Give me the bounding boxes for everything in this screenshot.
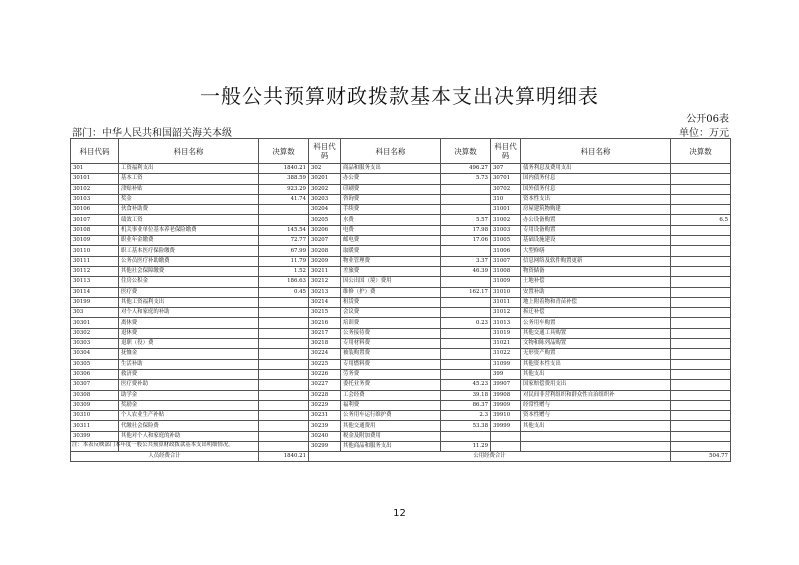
cell-name-3: 大型修缮	[521, 246, 671, 256]
cell-name-3	[521, 442, 671, 452]
table-row	[71, 236, 731, 246]
cell-name-2: 邮电费	[341, 236, 441, 246]
unit-label: 单位：万元	[679, 128, 729, 139]
cell-code-1: 30308	[71, 390, 119, 400]
cell-code-2: 30212	[309, 277, 341, 287]
cell-code-3: 31019	[491, 328, 521, 338]
cell-code-3: 31009	[491, 277, 521, 287]
cell-name-3: 国内债务付息	[521, 174, 671, 184]
cell-name-1: 津贴补贴	[119, 184, 259, 194]
cell-amount-3	[671, 225, 731, 235]
page-number: 12	[393, 508, 406, 519]
cell-name-1: 职业年金缴费	[119, 236, 259, 246]
table-row	[71, 256, 731, 266]
cell-name-1: 奖金	[119, 194, 259, 204]
cell-code-1: 30107	[71, 215, 119, 225]
cell-amount-1: 145.54	[259, 225, 309, 235]
cell-code-2: 30207	[309, 236, 341, 246]
cell-name-2: 工会经费	[341, 390, 441, 400]
cell-code-2: 30217	[309, 328, 341, 338]
cell-name-2: 租赁费	[341, 297, 441, 307]
cell-name-1: 基本工资	[119, 174, 259, 184]
cell-amount-1	[259, 328, 309, 338]
cell-name-3: 文物和陈列品购置	[521, 339, 671, 349]
cell-name-3: 其他交通工具购置	[521, 328, 671, 338]
cell-code-3: 31012	[491, 308, 521, 318]
cell-code-1: 30199	[71, 297, 119, 307]
cell-code-2: 30204	[309, 205, 341, 215]
cell-code-2: 30225	[309, 359, 341, 369]
public-total-value: 504.77	[671, 452, 731, 462]
cell-code-1: 30310	[71, 411, 119, 421]
cell-amount-1: 0.45	[259, 287, 309, 297]
header-code-2: 科目代码	[309, 139, 341, 164]
cell-amount-1: 1840.21	[259, 164, 309, 174]
cell-code-1: 30305	[71, 359, 119, 369]
cell-amount-1	[259, 215, 309, 225]
cell-amount-2	[441, 359, 491, 369]
header-amount-3: 决算数	[671, 139, 731, 164]
cell-code-1: 30304	[71, 349, 119, 359]
header-name-1: 科目名称	[119, 139, 259, 164]
table-row	[71, 339, 731, 349]
cell-name-2: 专用燃料费	[341, 359, 441, 369]
cell-amount-2	[441, 431, 491, 441]
cell-amount-1	[259, 359, 309, 369]
cell-code-2: 30216	[309, 318, 341, 328]
cell-code-1: 30114	[71, 287, 119, 297]
table-row	[71, 215, 731, 225]
cell-name-2: 水费	[341, 215, 441, 225]
cell-amount-3	[671, 431, 731, 441]
cell-amount-3	[671, 308, 731, 318]
table-row	[71, 308, 731, 318]
table-row	[71, 369, 731, 379]
table-body	[71, 164, 731, 452]
cell-name-1: 对个人和家庭的补助	[119, 308, 259, 318]
cell-name-3: 其他资本性支出	[521, 359, 671, 369]
header-name-3: 科目名称	[521, 139, 671, 164]
cell-code-1: 30311	[71, 421, 119, 431]
cell-name-3: 房屋建筑物购建	[521, 205, 671, 215]
cell-amount-1	[259, 369, 309, 379]
table-row	[71, 297, 731, 307]
cell-code-2: 30231	[309, 411, 341, 421]
cell-code-3: 31002	[491, 215, 521, 225]
cell-code-3: 31001	[491, 205, 521, 215]
cell-code-2: 30201	[309, 174, 341, 184]
cell-code-3: 30701	[491, 174, 521, 184]
cell-code-2: 30215	[309, 308, 341, 318]
cell-name-1: 机关事业单位基本养老保险缴费	[119, 225, 259, 235]
table-row	[71, 411, 731, 421]
cell-code-3: 31011	[491, 297, 521, 307]
cell-code-3: 31021	[491, 339, 521, 349]
table-row	[71, 359, 731, 369]
cell-amount-2: 496.27	[441, 164, 491, 174]
cell-code-3: 31010	[491, 287, 521, 297]
cell-name-1: 医疗费	[119, 287, 259, 297]
cell-name-1: 救济费	[119, 369, 259, 379]
cell-amount-3	[671, 380, 731, 390]
cell-amount-2	[441, 308, 491, 318]
cell-code-3: 31022	[491, 349, 521, 359]
personnel-total-label: 人员经费合计	[71, 452, 259, 462]
cell-amount-2: 2.3	[441, 411, 491, 421]
cell-amount-3	[671, 442, 731, 452]
cell-amount-2	[441, 184, 491, 194]
cell-amount-3	[671, 390, 731, 400]
cell-amount-2	[441, 297, 491, 307]
cell-code-2: 30206	[309, 225, 341, 235]
table-row	[71, 287, 731, 297]
table-row	[71, 318, 731, 328]
cell-name-1: 抚恤金	[119, 349, 259, 359]
cell-code-1: 30303	[71, 339, 119, 349]
cell-amount-3	[671, 359, 731, 369]
cell-name-1: 工资福利支出	[119, 164, 259, 174]
cell-code-3: 39908	[491, 390, 521, 400]
cell-name-2: 物业管理费	[341, 256, 441, 266]
cell-name-3: 经常性赠与	[521, 400, 671, 410]
cell-name-1: 其他对个人和家庭的补助	[119, 431, 259, 441]
cell-amount-2: 5.57	[441, 215, 491, 225]
cell-amount-3	[671, 411, 731, 421]
cell-code-3: 39999	[491, 421, 521, 431]
header-code-1: 科目代码	[71, 139, 119, 164]
cell-amount-2	[441, 205, 491, 215]
cell-name-3: 专用设备购置	[521, 225, 671, 235]
cell-name-1: 住房公积金	[119, 277, 259, 287]
cell-amount-2	[441, 194, 491, 204]
header-amount-2: 决算数	[441, 139, 491, 164]
cell-code-1: 30101	[71, 174, 119, 184]
cell-name-1: 退休费	[119, 328, 259, 338]
cell-code-1: 30309	[71, 400, 119, 410]
table-row	[71, 400, 731, 410]
cell-name-3: 国外债务付息	[521, 184, 671, 194]
cell-code-3: 31006	[491, 246, 521, 256]
cell-amount-1	[259, 400, 309, 410]
cell-name-2: 会议费	[341, 308, 441, 318]
table-row	[71, 266, 731, 276]
cell-code-3: 399	[491, 369, 521, 379]
cell-name-1: 退职（役）费	[119, 339, 259, 349]
cell-code-3	[491, 431, 521, 441]
table-row	[71, 328, 731, 338]
cell-name-3: 土地补偿	[521, 277, 671, 287]
cell-code-3	[491, 442, 521, 452]
cell-name-2: 取暖费	[341, 246, 441, 256]
cell-amount-1	[259, 297, 309, 307]
cell-amount-2: 162.17	[441, 287, 491, 297]
cell-amount-2: 39.18	[441, 390, 491, 400]
cell-name-3: 信息网络及软件购置更新	[521, 256, 671, 266]
cell-amount-1: 1.52	[259, 266, 309, 276]
cell-amount-3	[671, 339, 731, 349]
cell-code-3: 39910	[491, 411, 521, 421]
table-row	[71, 164, 731, 174]
cell-code-1: 30113	[71, 277, 119, 287]
cell-name-2: 被装购置费	[341, 349, 441, 359]
cell-amount-3	[671, 328, 731, 338]
page-title: 一般公共预算财政拨款基本支出决算明细表	[200, 84, 599, 108]
cell-name-3: 安置补助	[521, 287, 671, 297]
cell-code-2: 30239	[309, 421, 341, 431]
header-name-2: 科目名称	[341, 139, 441, 164]
cell-code-1: 30103	[71, 194, 119, 204]
cell-code-1: 30106	[71, 205, 119, 215]
cell-name-2: 公务用车运行维护费	[341, 411, 441, 421]
cell-code-2: 30213	[309, 287, 341, 297]
cell-name-3: 无形资产购置	[521, 349, 671, 359]
cell-name-3: 资本性赠与	[521, 411, 671, 421]
cell-name-3: 债务利息及费用支出	[521, 164, 671, 174]
cell-code-1: 30301	[71, 318, 119, 328]
cell-code-1: 30302	[71, 328, 119, 338]
cell-name-2: 委托业务费	[341, 380, 441, 390]
table-header-row	[71, 139, 731, 164]
cell-amount-3	[671, 400, 731, 410]
header-code-3: 科目代码	[491, 139, 521, 164]
cell-amount-2: 17.06	[441, 236, 491, 246]
cell-code-3: 31008	[491, 266, 521, 276]
table-row	[71, 349, 731, 359]
cell-amount-3	[671, 246, 731, 256]
table-row	[71, 194, 731, 204]
cell-amount-1	[259, 390, 309, 400]
table-row	[71, 174, 731, 184]
cell-code-2: 30205	[309, 215, 341, 225]
cell-code-2: 30202	[309, 184, 341, 194]
table-row	[71, 277, 731, 287]
cell-amount-1: 67.99	[259, 246, 309, 256]
cell-amount-3	[671, 421, 731, 431]
cell-amount-2: 46.39	[441, 266, 491, 276]
cell-amount-3	[671, 236, 731, 246]
cell-name-1: 公务员医疗补助缴费	[119, 256, 259, 266]
cell-amount-1	[259, 318, 309, 328]
cell-amount-1: 923.29	[259, 184, 309, 194]
table-row	[71, 184, 731, 194]
cell-code-3: 30702	[491, 184, 521, 194]
cell-name-2: 因公出国（境）费用	[341, 277, 441, 287]
cell-amount-3	[671, 369, 731, 379]
cell-name-3	[521, 431, 671, 441]
cell-amount-3	[671, 164, 731, 174]
cell-amount-3	[671, 205, 731, 215]
cell-name-1: 生活补助	[119, 359, 259, 369]
cell-amount-1: 186.63	[259, 277, 309, 287]
cell-amount-3: 6.5	[671, 215, 731, 225]
cell-amount-2: 11.29	[441, 442, 491, 452]
cell-name-2: 专用材料费	[341, 339, 441, 349]
cell-name-3: 地上附着物和青苗补偿	[521, 297, 671, 307]
table-row	[71, 421, 731, 431]
cell-amount-1: 41.74	[259, 194, 309, 204]
cell-name-2: 福利费	[341, 400, 441, 410]
cell-name-3: 资本性支出	[521, 194, 671, 204]
expenditure-table	[70, 138, 731, 462]
cell-name-2: 其他商品和服务支出	[341, 442, 441, 452]
cell-code-1: 301	[71, 164, 119, 174]
cell-name-3: 物资储备	[521, 266, 671, 276]
cell-name-3: 办公设备购置	[521, 215, 671, 225]
cell-name-2: 办公费	[341, 174, 441, 184]
cell-name-2: 培训费	[341, 318, 441, 328]
cell-amount-1: 11.79	[259, 256, 309, 266]
cell-name-3: 公务用车购置	[521, 318, 671, 328]
cell-name-1: 其他社会保障缴费	[119, 266, 259, 276]
table-row	[71, 246, 731, 256]
header-amount-1: 决算数	[259, 139, 309, 164]
cell-code-1: 303	[71, 308, 119, 318]
cell-amount-2: 5.73	[441, 174, 491, 184]
cell-amount-1	[259, 205, 309, 215]
cell-name-3: 其他支出	[521, 369, 671, 379]
cell-name-1: 绩效工资	[119, 215, 259, 225]
cell-amount-1	[259, 380, 309, 390]
cell-code-3: 39907	[491, 380, 521, 390]
cell-amount-1	[259, 339, 309, 349]
cell-amount-3	[671, 297, 731, 307]
cell-amount-2: 45.23	[441, 380, 491, 390]
cell-code-2: 30229	[309, 400, 341, 410]
cell-name-1: 医疗费补助	[119, 380, 259, 390]
cell-code-2: 30226	[309, 369, 341, 379]
cell-amount-2	[441, 246, 491, 256]
cell-amount-1	[259, 421, 309, 431]
cell-amount-3	[671, 184, 731, 194]
cell-amount-2: 17.98	[441, 225, 491, 235]
cell-name-2: 税金及附加费用	[341, 431, 441, 441]
cell-code-2: 30218	[309, 339, 341, 349]
public-total-label: 公用经费合计	[309, 452, 671, 462]
cell-amount-2	[441, 349, 491, 359]
cell-name-3: 拆迁补偿	[521, 308, 671, 318]
department-label: 部门：中华人民共和国韶关海关本级	[72, 128, 232, 139]
cell-name-2: 手续费	[341, 205, 441, 215]
cell-code-3: 310	[491, 194, 521, 204]
cell-code-1: 30112	[71, 266, 119, 276]
cell-name-2: 公务接待费	[341, 328, 441, 338]
cell-name-2: 印刷费	[341, 184, 441, 194]
cell-amount-1	[259, 308, 309, 318]
cell-name-2: 电费	[341, 225, 441, 235]
cell-amount-1	[259, 349, 309, 359]
cell-amount-3	[671, 266, 731, 276]
cell-name-2: 商品和服务支出	[341, 164, 441, 174]
cell-name-1: 其他工资福利支出	[119, 297, 259, 307]
table-row	[71, 205, 731, 215]
table-note: 注：本表反映部门本年度一般公共预算财政拨款基本支出明细情况。	[72, 442, 234, 448]
totals-row	[71, 452, 731, 462]
form-number: 公开06表	[686, 114, 729, 125]
cell-amount-1	[259, 431, 309, 441]
cell-code-1: 30306	[71, 369, 119, 379]
cell-code-2: 30214	[309, 297, 341, 307]
cell-code-3: 31099	[491, 359, 521, 369]
cell-code-2: 30208	[309, 246, 341, 256]
cell-code-1: 30111	[71, 256, 119, 266]
cell-amount-2: 53.38	[441, 421, 491, 431]
cell-code-1: 30399	[71, 431, 119, 441]
cell-amount-3	[671, 287, 731, 297]
cell-amount-2	[441, 328, 491, 338]
cell-amount-2: 0.23	[441, 318, 491, 328]
cell-code-1: 30109	[71, 236, 119, 246]
cell-name-1: 伙食补助费	[119, 205, 259, 215]
cell-code-3: 31005	[491, 236, 521, 246]
cell-name-2: 维修（护）费	[341, 287, 441, 297]
cell-amount-2: 3.37	[441, 256, 491, 266]
cell-amount-3	[671, 277, 731, 287]
cell-code-2: 30209	[309, 256, 341, 266]
cell-amount-1: 72.77	[259, 236, 309, 246]
cell-amount-1	[259, 442, 309, 452]
cell-code-3: 31007	[491, 256, 521, 266]
cell-name-3: 对民间非营利组织和群众性自治组织补	[521, 390, 671, 400]
cell-amount-3	[671, 349, 731, 359]
cell-name-2: 其他交通费用	[341, 421, 441, 431]
table-row	[71, 380, 731, 390]
cell-amount-2	[441, 277, 491, 287]
cell-code-1: 30307	[71, 380, 119, 390]
table-row	[71, 225, 731, 235]
cell-amount-2	[441, 339, 491, 349]
cell-name-1: 代缴社会保险费	[119, 421, 259, 431]
cell-code-3: 31013	[491, 318, 521, 328]
cell-code-2: 30228	[309, 390, 341, 400]
cell-code-3: 31003	[491, 225, 521, 235]
cell-code-2: 30224	[309, 349, 341, 359]
cell-name-1: 离休费	[119, 318, 259, 328]
cell-code-3: 307	[491, 164, 521, 174]
cell-name-1: 奖励金	[119, 400, 259, 410]
cell-code-2: 302	[309, 164, 341, 174]
cell-code-3: 39909	[491, 400, 521, 410]
cell-code-1: 30110	[71, 246, 119, 256]
cell-code-1: 30108	[71, 225, 119, 235]
cell-code-2: 30211	[309, 266, 341, 276]
cell-code-2: 30240	[309, 431, 341, 441]
cell-name-2: 劳务费	[341, 369, 441, 379]
cell-amount-3	[671, 256, 731, 266]
table-row	[71, 390, 731, 400]
cell-amount-1	[259, 411, 309, 421]
cell-name-2: 咨询费	[341, 194, 441, 204]
cell-name-1: 个人农业生产补贴	[119, 411, 259, 421]
cell-name-1: 助学金	[119, 390, 259, 400]
cell-code-2: 30203	[309, 194, 341, 204]
cell-amount-2	[441, 369, 491, 379]
cell-amount-3	[671, 174, 731, 184]
personnel-total-value: 1840.21	[259, 452, 309, 462]
cell-code-2: 30227	[309, 380, 341, 390]
cell-name-3: 其他支出	[521, 421, 671, 431]
cell-name-3: 基础设施建设	[521, 236, 671, 246]
cell-amount-3	[671, 318, 731, 328]
cell-code-2: 30299	[309, 442, 341, 452]
cell-amount-1: 388.59	[259, 174, 309, 184]
cell-amount-2: 86.37	[441, 400, 491, 410]
cell-name-2: 差旅费	[341, 266, 441, 276]
cell-amount-3	[671, 194, 731, 204]
cell-code-1: 30102	[71, 184, 119, 194]
cell-name-1: 职工基本医疗保险缴费	[119, 246, 259, 256]
cell-name-3: 国家赔偿费用支出	[521, 380, 671, 390]
